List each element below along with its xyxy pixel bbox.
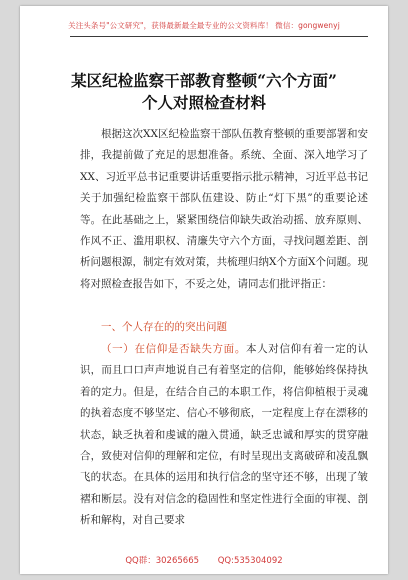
title-line-2: 个人对照检查材料 [141,93,266,112]
footer-contact [20,554,388,566]
section-paragraph [80,339,368,532]
intro-paragraph: 根据这次XX区纪检监察干部队伍教育整顿的重要部署和安排，我提前做了充足的思想准备。系统、全面、深入地学习了XX、习近平总书记重要讲话重要指示批示精神，习近平总书记关于加强纪检监察干部队伍建设、防止“灯下黑”的重要论述等。在此基础之上，紧紧围绕信仰缺失政治动摇、放弃原则、作风不正、滥用职权、清廉失守六个方面，寻找问题差距、剖析问题根源，制定有效对策，共梳理归纳X个方面X个问题。现将对照检查报告如下，不妥之处，请同志们批评指正： [80,128,368,290]
section-heading: 一、个人存在的的突出问题 [101,321,227,333]
document-title [20,70,388,114]
title-line-1: 某区纪检监察干部教育整顿“六个方面” [71,71,337,90]
section-paragraph-text: 本人对信仰有着一定的认识，而且口口声声地说自己有着坚定的信仰，能够始终保持执着的定力。但是，在结合自己的本职工作，将信仰植根于灵魂的执着态度不够坚定、信心不够彻底，一定程度上存在漂移的状态，缺乏执着和虔诚的融入贯通，缺乏忠诚和厚实的贯穿融合，致使对信仰的理解和定位，有时呈现出支离破碎和凌乱飘飞的状态。在具体的运用和执行信念的坚守还不够，出现了皱褶和断层。没有对信念的稳固性和坚定性进行全面的审视、剖析和解构，对自己要求 [80,343,369,527]
sub-heading: （一）在信仰是否缺失方面。 [101,343,246,355]
document-page [20,6,388,574]
footer-qq: QQ:535304092 [217,556,283,566]
header-notice: 关注头条号"公文研究"，获得最新最全最专业的公文资料库！ 微信：gongwenyj [68,21,340,30]
footer-qq-group: QQ群：30265665 [125,556,200,566]
header-divider [70,36,368,37]
